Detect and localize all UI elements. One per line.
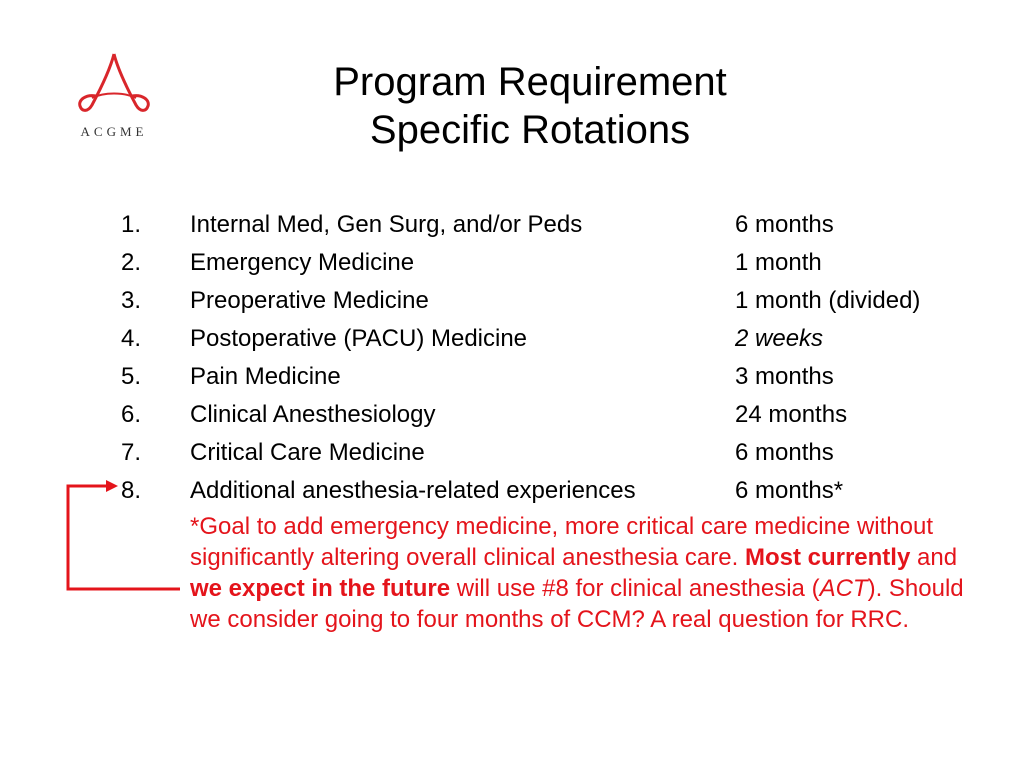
rotation-name: Postoperative (PACU) Medicine: [190, 325, 528, 352]
rotation-name: Emergency Medicine: [190, 249, 415, 276]
rotation-duration: 1 month (divided): [735, 287, 921, 314]
goal-note: [190, 511, 990, 635]
rotation-name: Preoperative Medicine: [190, 287, 429, 314]
rotation-name: Critical Care Medicine: [190, 439, 425, 466]
item-number: 3.: [121, 287, 142, 314]
note-text-3: will use #8 for clinical anesthesia (: [450, 575, 820, 602]
note-bold-1: Most currently: [744, 544, 911, 571]
rotation-duration: 1 month: [735, 249, 822, 276]
rotation-duration: 6 months: [735, 439, 834, 466]
rotation-name: Additional anesthesia-related experiences: [190, 477, 636, 504]
note-text-4: ). Should we consider going to four months of CCM? A real question for RRC.: [190, 575, 964, 633]
rotation-duration: 3 months: [735, 363, 834, 390]
item-number: 8.: [121, 477, 142, 504]
title-line-1: Program Requirement: [333, 60, 727, 104]
rotation-duration: 6 months: [735, 211, 834, 238]
note-italic-1: ACT: [819, 575, 868, 602]
note-text-1: *Goal to add emergency medicine, more critical care medicine without significantly altering overall clinical anesthesia care.: [190, 513, 934, 571]
note-bold-2: we expect in the future: [190, 575, 451, 602]
logo-text: ACGME: [80, 124, 148, 139]
item-number: 1.: [121, 211, 142, 238]
rotation-name: Clinical Anesthesiology: [190, 401, 436, 428]
rotation-duration: 2 weeks: [735, 325, 824, 352]
item-number: 4.: [121, 325, 142, 352]
note-text-2: and: [910, 544, 958, 571]
item-number: 5.: [121, 363, 142, 390]
rotation-name: Pain Medicine: [190, 363, 341, 390]
rotation-name: Internal Med, Gen Surg, and/or Peds: [190, 211, 583, 238]
rotation-duration: 24 months: [735, 401, 848, 428]
title-line-2: Specific Rotations: [369, 108, 691, 152]
rotation-duration: 6 months*: [735, 477, 844, 504]
item-number: 6.: [121, 401, 142, 428]
item-number: 2.: [121, 249, 142, 276]
item-number: 7.: [121, 439, 142, 466]
